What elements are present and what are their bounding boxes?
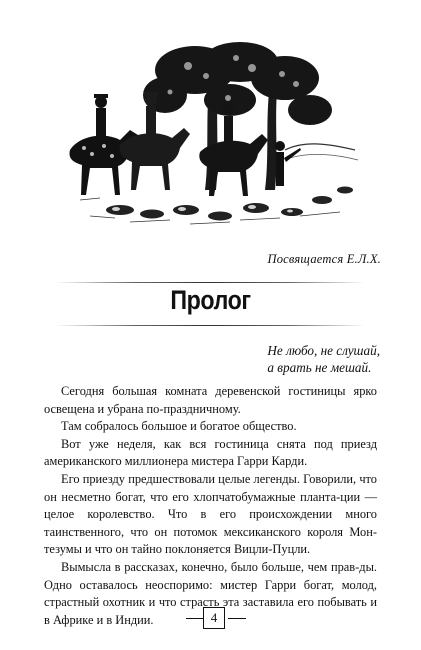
epigraph-line: Не любо, не слушай, bbox=[267, 343, 380, 358]
page-number: 4 bbox=[203, 607, 225, 629]
chapter-title: Пролог bbox=[170, 285, 251, 315]
paragraph: Его приезду предшествовали целые легенды. Говорили, что он несметно богат, что его хлопчатобумажные планта-ции — целое королевство. Что в его происхождении много таинственного, что он потомок мексиканского короля Мон-тезумы и что он тайно поклоняется Вицли-Пуцли. bbox=[44, 471, 377, 557]
paragraph: Вымысла в рассказах, конечно, было больше, чем прав-ды. Одно оставалось неоспоримо: мистер Гарри богат, молод, страстный охотник и что страсть эта заставила его побывать и в Африке и в Индии. bbox=[44, 559, 377, 627]
title-rule-bottom bbox=[55, 325, 365, 326]
title-rule-top bbox=[55, 282, 365, 283]
footer-rule-left bbox=[186, 618, 204, 619]
footer-rule-right bbox=[228, 618, 246, 619]
epigraph bbox=[267, 342, 380, 376]
paragraph: Вот уже неделя, как вся гостиница снята под приезд американского миллионера мистера Гарри Карди. bbox=[44, 436, 377, 469]
paragraph: Сегодня большая комната деревенской гостиницы ярко освещена и убрана по-праздничному. bbox=[44, 384, 377, 416]
body-text bbox=[44, 383, 377, 629]
dedication: Посвящается Е.Л.Х. bbox=[267, 252, 381, 266]
hunting-scene-engraving bbox=[60, 40, 360, 230]
paragraph: Там собралось большое и богатое общество. bbox=[61, 419, 297, 434]
epigraph-line: а врать не мешай. bbox=[267, 360, 372, 375]
page-footer bbox=[0, 605, 421, 631]
